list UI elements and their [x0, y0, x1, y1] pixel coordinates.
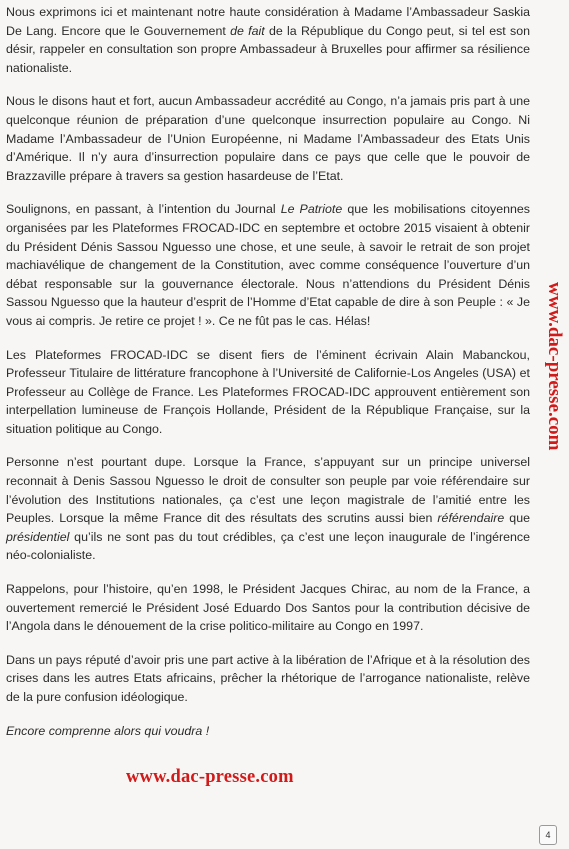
paragraph-text: Rappelons, pour l’histoire, qu’en 1998, le Président Jacques Chirac, au nom de la France, a ouvertement remercié le Président José Eduardo Dos Santos pour la contribution décisive de l’Angola dans le dénouement de la crise politico-militaire au Congo en 1997. — [6, 582, 530, 634]
paragraph-text: Dans un pays réputé d’avoir pris une part active à la libération de l’Afrique et à la résolution des crises dans les autres Etats africains, prêcher la rhétorique de l’arrogance nationaliste, relève de la pure confusion idéologique. — [6, 652, 530, 704]
paragraph-4 — [6, 346, 530, 439]
italic-text: référendaire — [437, 511, 505, 526]
paragraph-text: Les Plateformes FROCAD-IDC se disent fiers de l’éminent écrivain Alain Mabanckou, Professeur Titulaire de littérature francophone à l’Université de Californie-Los Angeles (USA) et Professeur au Collège de France. Les Plateformes FROCAD-IDC approuvent entièrement son interpellation lumineuse de François Hollande, Président de la République Française, sur la situation politique au Congo. — [6, 347, 530, 436]
paragraph-6 — [6, 580, 530, 636]
italic-text: de fait — [230, 23, 265, 38]
paragraph-text: que — [504, 511, 530, 526]
paragraph-5 — [6, 453, 530, 565]
paragraph-2 — [6, 92, 530, 185]
document-body — [6, 3, 530, 755]
watermark-url-side: www.dac-presse.com — [544, 282, 565, 451]
paragraph-3 — [6, 200, 530, 330]
paragraph-text: qu’ils ne sont pas du tout crédibles, ça c’est une leçon inaugurale de l’ingérence néo-colonialiste. — [6, 529, 530, 563]
paragraph-text: Nous exprimons ici et maintenant notre haute considération à Madame l’Ambassadeur Saskia De Lang. Encore que le Gouvernement — [6, 5, 530, 38]
watermark-url-bottom: www.dac-presse.com — [126, 767, 294, 787]
paragraph-text: Soulignons, en passant, à l’intention du Journal — [6, 202, 281, 217]
paragraph-text: que les mobilisations citoyennes organisées par les Plateformes FROCAD-IDC en septembre et octobre 2015 visaient à obtenir du Président Dénis Sassou Nguesso une chose, et une seule, à savoir le retrait de son projet machiavélique de changement de la Constitution, avec comme conséquence l’ouverture d’un débat responsable sur la gouvernance électorale. Nous n’attendions du Président Dénis Sassou Nguesso que la hauteur d’esprit de l’Homme d’Etat capable de dire à son Peuple : « Je vous ai compris. Je retire ce projet ! ». Ce ne fût pas le cas. Hélas! — [6, 202, 530, 328]
page-number: 4 — [539, 825, 557, 845]
paragraph-7 — [6, 651, 530, 707]
paragraph-text: Personne n’est pourtant dupe. Lorsque la France, s’appuyant sur un principe universel reconnait à Denis Sassou Nguesso le droit de consulter son peuple par voie référendaire sur l’évolution des Institutions nationales, ça c’est une leçon magistrale de l’amitié entre les Peuples. Lorsque la même France dit des résultats des scrutins aussi bien — [6, 455, 530, 526]
italic-text: présidentiel — [6, 529, 70, 544]
paragraph-1 — [6, 3, 530, 77]
paragraph-text: Nous le disons haut et fort, aucun Ambassadeur accrédité au Congo, n’a jamais pris part à une quelconque réunion de préparation d’une quelconque insurrection populaire au Congo. Ni Madame l’Ambassadeur de l’Union Européenne, ni Madame l’Ambassadeur des Etats Unis d’Amérique. Il n’y aura d’insurrection populaire dans ce pays que celle que le pouvoir de Brazzaville prépare à travers sa gestion hasardeuse de l’Etat. — [6, 94, 530, 183]
paragraph-text: de la République du Congo peut, si tel est son désir, rappeler en consultation son propre Ambassadeur à Bruxelles pour affirmer sa résilience nationaliste. — [6, 23, 530, 75]
closing-line: Encore comprenne alors qui voudra ! — [6, 723, 210, 738]
italic-text: Le Patriote — [280, 202, 343, 217]
